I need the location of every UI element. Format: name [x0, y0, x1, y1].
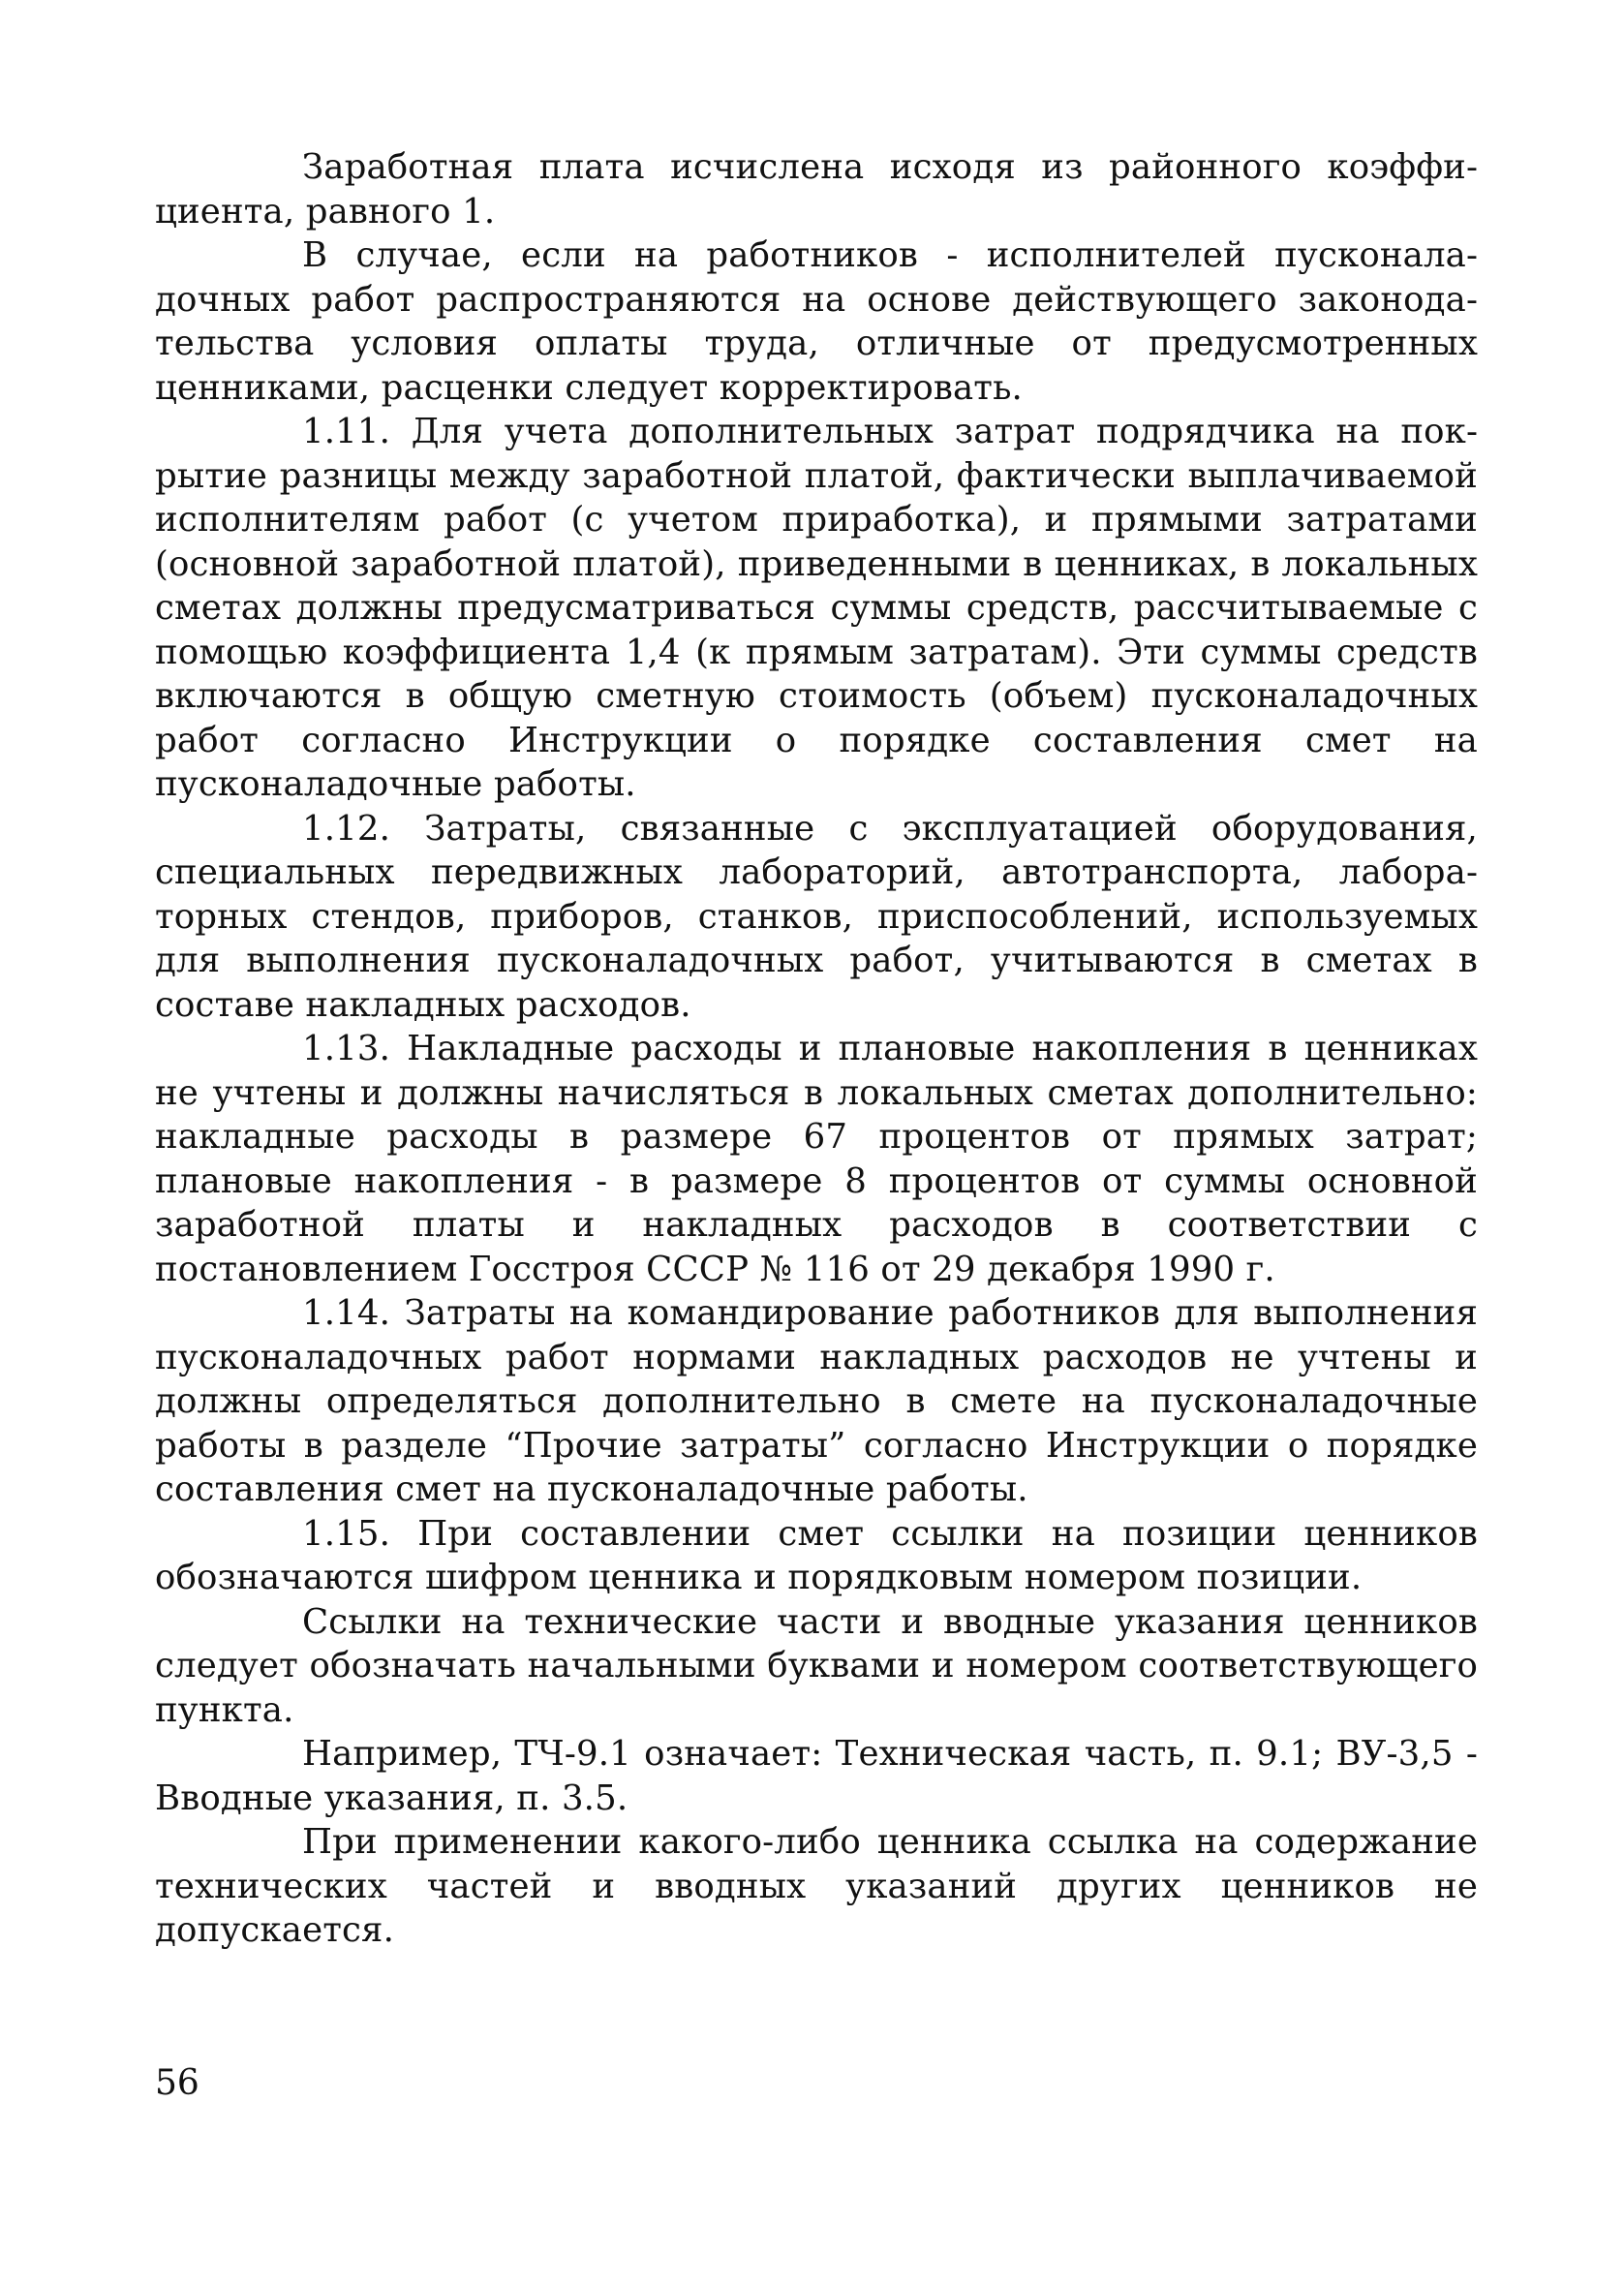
paragraph-1-14: 1.14. Затраты на командирование работников для выполнения пусконаладочных работ нормами накладных расходов не учтены и должны определяться дополнительно в смете на пусконаладочные работы в разделе “Прочие затраты” согласно Инструкции о порядке составления смет на пусконаладочные работы. [155, 1293, 1478, 1509]
paragraph-1-13: 1.13. Накладные расходы и плановые накопления в ценниках не учтены и должны начисляться в локальных сметах дополнительно: накладные расходы в размере 67 процентов от прямых затрат; плановые накопления - в размере 8 процентов от суммы основной заработной платы и накладных расходов в соответствии с постановлением Госстроя СССР № 116 от 29 декабря 1990 г. [155, 1029, 1478, 1289]
paragraph-wage-adjustment: В случае, если на работников - исполнителей пусконаладочных работ распространяются на основе действующего законодательства условия оплаты труда, отличные от предусмотренных ценниками, расценки следует корректировать. [155, 235, 1478, 408]
paragraph-example: Например, ТЧ-9.1 означает: Техническая часть, п. 9.1; ВУ-3,5 - Вводные указания, п. 3.5. [155, 1734, 1478, 1818]
paragraph-wage-coefficient: Заработная плата исчислена исходя из районного коэффициента, равного 1. [155, 147, 1478, 232]
document-body [155, 145, 1478, 1953]
page-number: 56 [155, 2063, 199, 2103]
paragraph-references: Ссылки на технические части и вводные указания ценников следует обозначать начальными буквами и номером соответствующего пункта. [155, 1601, 1478, 1730]
paragraph-1-11: 1.11. Для учета дополнительных затрат подрядчика на покрытие разницы между заработной платой, фактически выплачиваемой исполнителям работ (с учетом приработка), и прямыми затратами (основной заработной платой), приведенными в ценниках, в локальных сметах должны предусматриваться суммы средств, рассчитываемые с помощью коэффициента 1,4 (к прямым затратам). Эти суммы средств включаются в общую сметную стоимость (объем) пусконаладочных работ согласно Инструкции о порядке составления смет на пусконаладочные работы. [155, 412, 1478, 804]
paragraph-restriction: При применении какого-либо ценника ссылка на содержание технических частей и вводных указаний других ценников не допускается. [155, 1822, 1478, 1950]
paragraph-1-12: 1.12. Затраты, связанные с эксплуатацией оборудования, специальных передвижных лабораторий, автотранспорта, лабораторных стендов, приборов, станков, приспособлений, используемых для выполнения пусконаладочных работ, учитываются в сметах в составе накладных расходов. [155, 808, 1478, 1025]
paragraph-1-15: 1.15. При составлении смет ссылки на позиции ценников обозначаются шифром ценника и порядковым номером позиции. [155, 1513, 1478, 1597]
